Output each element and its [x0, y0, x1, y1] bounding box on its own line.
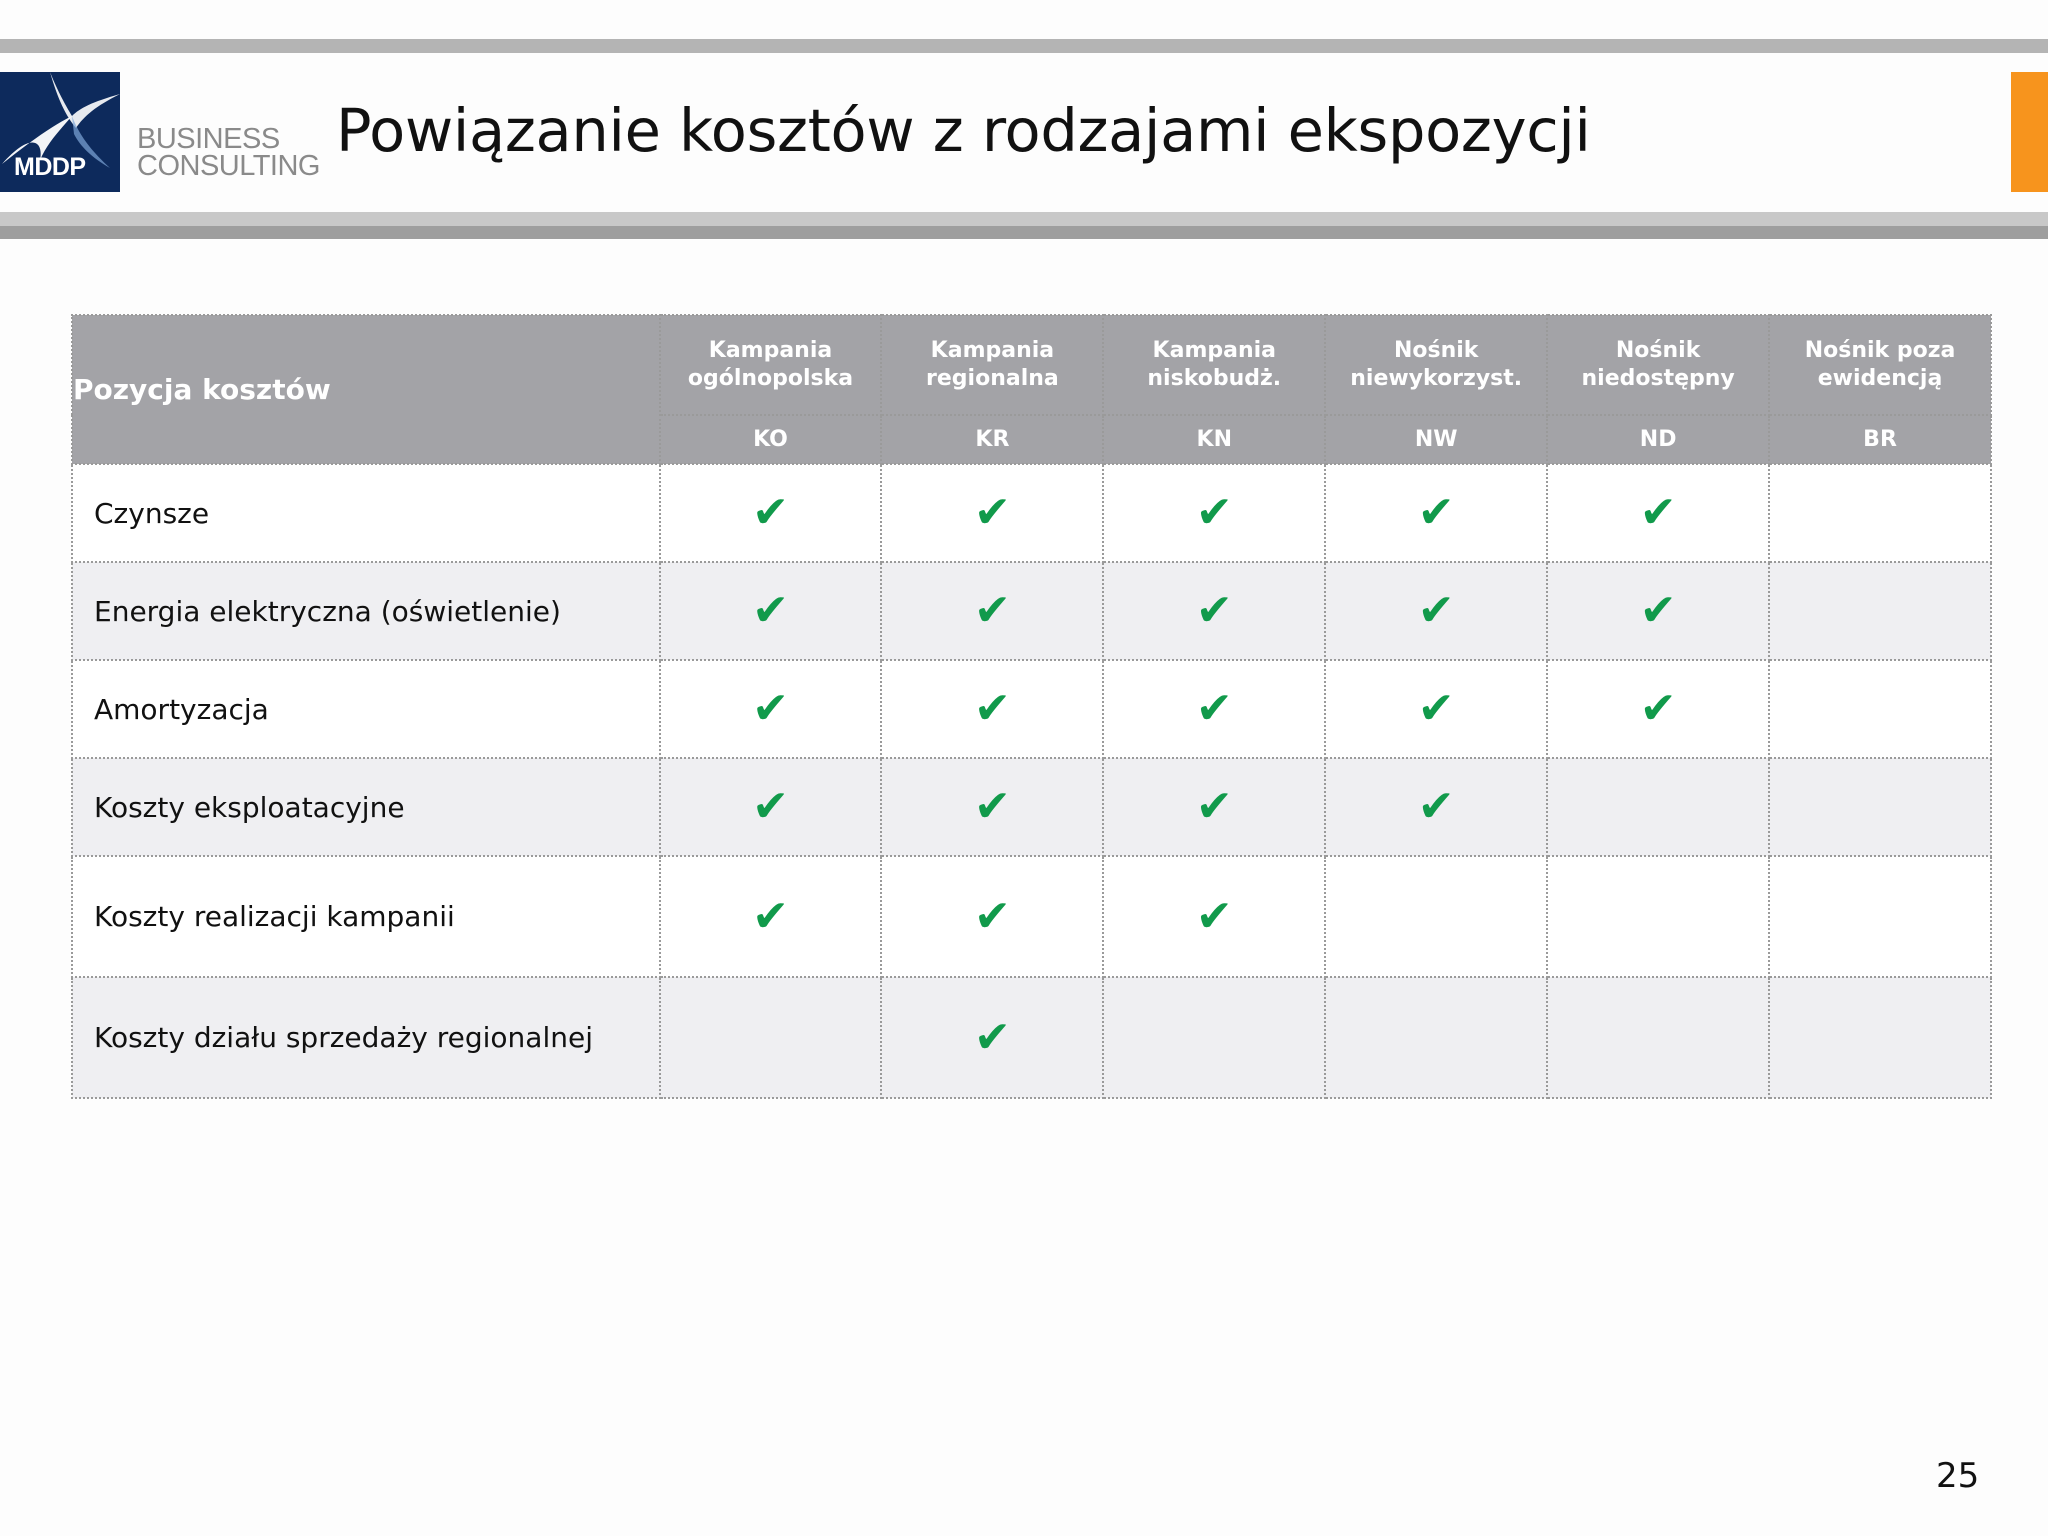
checkmark-icon: ✔ — [752, 890, 789, 942]
page-number: 25 — [1936, 1456, 1980, 1496]
column-header-kr — [881, 315, 1103, 415]
checkmark-icon: ✔ — [1195, 585, 1233, 636]
column-name-line1: Kampania — [1152, 338, 1277, 363]
table-cell-br — [1769, 758, 1991, 856]
row-label: Energia elektryczna (oświetlenie) — [72, 562, 660, 660]
checkmark-icon: ✔ — [1639, 585, 1677, 636]
checkmark-icon: ✔ — [1639, 487, 1677, 538]
checkmark-icon: ✔ — [1195, 683, 1233, 734]
row-label: Koszty realizacji kampanii — [72, 856, 660, 977]
orange-accent-bar — [2011, 72, 2048, 192]
table-row — [72, 856, 1991, 977]
table-cell-ko — [660, 856, 882, 977]
table-cell-kr — [881, 856, 1103, 977]
row-label: Koszty eksploatacyjne — [72, 758, 660, 856]
table-cell-ko — [660, 977, 882, 1098]
row-label: Amortyzacja — [72, 660, 660, 758]
table-cell-nw — [1325, 977, 1547, 1098]
column-name-line1: Nośnik — [1393, 338, 1479, 363]
cost-exposure-table — [71, 314, 1992, 1099]
table-cell-kr — [881, 758, 1103, 856]
column-name-line1: Kampania — [930, 338, 1055, 363]
column-header-nd — [1547, 315, 1769, 415]
checkmark-icon: ✔ — [752, 781, 789, 832]
column-header-kn — [1103, 315, 1325, 415]
column-name-line1: Nośnik poza — [1804, 338, 1956, 363]
checkmark-icon: ✔ — [752, 585, 789, 636]
table-cell-kr — [881, 977, 1103, 1098]
table-cell-ko — [660, 562, 882, 660]
header-bottom-bar-dark — [0, 226, 2048, 239]
table-cell-kn — [1103, 660, 1325, 758]
logo-mark-text: MDDP — [14, 153, 86, 181]
table-row — [72, 758, 1991, 856]
table-cell-kn — [1103, 562, 1325, 660]
checkmark-icon: ✔ — [1195, 890, 1233, 942]
checkmark-icon: ✔ — [1417, 487, 1455, 538]
checkmark-icon: ✔ — [1195, 781, 1233, 832]
table-cell-br — [1769, 464, 1991, 562]
checkmark-icon: ✔ — [973, 781, 1011, 832]
table-cell-kr — [881, 562, 1103, 660]
checkmark-icon: ✔ — [973, 585, 1011, 636]
checkmark-icon: ✔ — [752, 683, 789, 734]
checkmark-icon: ✔ — [1417, 781, 1455, 832]
column-name-line2: niskobudż. — [1147, 366, 1282, 391]
column-name-line2: regionalna — [926, 366, 1059, 391]
checkmark-icon: ✔ — [1195, 487, 1233, 538]
column-name-line2: niewykorzyst. — [1350, 366, 1523, 391]
table-cell-br — [1769, 856, 1991, 977]
checkmark-icon: ✔ — [973, 890, 1011, 942]
table-cell-nd — [1547, 464, 1769, 562]
logo-line-consulting: CONSULTING — [137, 150, 320, 182]
column-name-line2: niedostępny — [1581, 366, 1735, 391]
table-cell-br — [1769, 660, 1991, 758]
column-code-br: BR — [1769, 415, 1991, 464]
column-code-ko: KO — [660, 415, 882, 464]
table-cell-ko — [660, 758, 882, 856]
column-code-nw: NW — [1325, 415, 1547, 464]
column-header-nw — [1325, 315, 1547, 415]
column-header-ko — [660, 315, 882, 415]
table-cell-ko — [660, 660, 882, 758]
table-row — [72, 977, 1991, 1098]
table-cell-nd — [1547, 660, 1769, 758]
table-cell-nd — [1547, 856, 1769, 977]
checkmark-icon: ✔ — [973, 487, 1011, 538]
checkmark-icon: ✔ — [1417, 585, 1455, 636]
header-bottom-bar-light — [0, 212, 2048, 226]
table-cell-ko — [660, 464, 882, 562]
table-cell-nw — [1325, 758, 1547, 856]
checkmark-icon: ✔ — [973, 683, 1011, 734]
table-cell-kn — [1103, 464, 1325, 562]
table-cell-nw — [1325, 464, 1547, 562]
column-code-kn: KN — [1103, 415, 1325, 464]
table-cell-nd — [1547, 758, 1769, 856]
table-header-row — [72, 315, 1991, 415]
checkmark-icon: ✔ — [752, 487, 789, 538]
table-cell-nd — [1547, 562, 1769, 660]
table-cell-kr — [881, 464, 1103, 562]
table-cell-nw — [1325, 562, 1547, 660]
column-name-line2: ewidencją — [1817, 366, 1943, 391]
mddp-logo — [0, 72, 120, 192]
table-cell-br — [1769, 977, 1991, 1098]
column-header-br — [1769, 315, 1991, 415]
header-cost-item: Pozycja kosztów — [72, 315, 660, 464]
checkmark-icon: ✔ — [1639, 683, 1677, 734]
row-label: Koszty działu sprzedaży regionalnej — [72, 977, 660, 1098]
column-name-line2: ogólnopolska — [687, 366, 854, 391]
checkmark-icon: ✔ — [1417, 683, 1455, 734]
table-body — [72, 464, 1991, 1098]
table-cell-br — [1769, 562, 1991, 660]
table-row — [72, 464, 1991, 562]
checkmark-icon: ✔ — [973, 1011, 1011, 1063]
table-cell-nw — [1325, 856, 1547, 977]
header-top-bar — [0, 39, 2048, 53]
table-cell-kr — [881, 660, 1103, 758]
column-code-kr: KR — [881, 415, 1103, 464]
table-row — [72, 562, 1991, 660]
table-cell-kn — [1103, 977, 1325, 1098]
table-cell-nd — [1547, 977, 1769, 1098]
table-cell-kn — [1103, 856, 1325, 977]
logo-wordmark — [137, 123, 320, 182]
table-cell-nw — [1325, 660, 1547, 758]
table-cell-kn — [1103, 758, 1325, 856]
row-label: Czynsze — [72, 464, 660, 562]
table-row — [72, 660, 1991, 758]
logo-line-business: BUSINESS — [137, 123, 280, 155]
column-name-line1: Kampania — [708, 338, 833, 363]
slide-title: Powiązanie kosztów z rodzajami ekspozycji — [336, 96, 1591, 165]
column-code-nd: ND — [1547, 415, 1769, 464]
column-name-line1: Nośnik — [1615, 338, 1701, 363]
